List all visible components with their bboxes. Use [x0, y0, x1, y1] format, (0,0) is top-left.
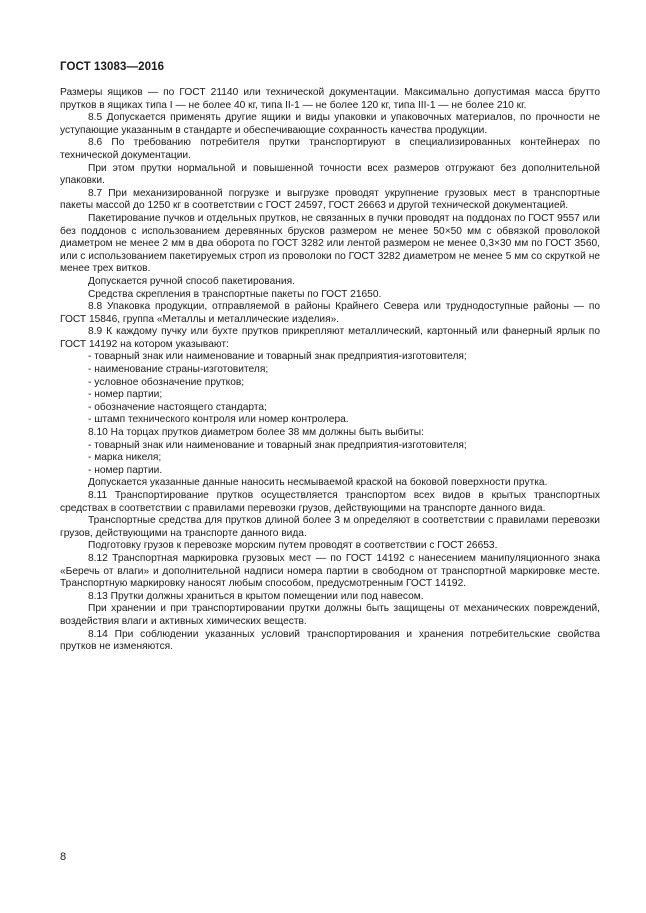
- paragraph: При этом прутки нормальной и повышенной точности всех размеров отгружают без дополнительной упаковки.: [60, 162, 600, 187]
- paragraph: 8.5 Допускается применять другие ящики и виды упаковки и упаковочных материалов, по прочности не уступающие указанным в стандарте и обеспечивающие сохранность качества продукции.: [60, 112, 600, 136]
- paragraph: Транспортные средства для прутков длиной более 3 м определяют в соответствии с правилами перевозки грузов, действующими на транспорте данного вида.: [60, 515, 600, 539]
- paragraph: - товарный знак или наименование и товарный знак предприятия-изготовителя;: [88, 351, 467, 363]
- paragraph: Подготовку грузов к перевозке морским путем проводят в соответствии с ГОСТ 26653.: [88, 540, 498, 552]
- paragraph: При хранении и при транспортировании прутки должны быть защищены от механических повреждений, воздействия влаги и активных химических веществ.: [60, 603, 600, 627]
- paragraph: Допускается ручной способ пакетирования.: [88, 275, 295, 287]
- paragraph: Размеры ящиков — по ГОСТ 21140 или технической документации. Максимально допустимая масса брутто прутков в ящиках типа I — не более 40 кг, типа II-1 — не более 120 кг, типа III-1 — не более 210 кг.: [60, 87, 600, 111]
- paragraph: - наименование страны-изготовителя;: [88, 364, 269, 376]
- paragraph: Средства скрепления в транспортные пакеты по ГОСТ 21650.: [88, 288, 382, 300]
- paragraph: 8.10 На торцах прутков диаметром более 38 мм должны быть выбиты:: [88, 427, 424, 439]
- paragraph: - условное обозначение прутков;: [88, 376, 245, 388]
- paragraph: Пакетирование пучков и отдельных прутков, не связанных в пучки проводят на поддонах по ГОСТ 9557 или без поддонов с использованием деревянных брусков размером не менее 50×50 мм с обвязкой проволокой диаметром не менее 2 мм в два оборота по ГОСТ 3282 или лентой размером не менее 0,3×30 мм по ГОСТ 3560, или с использованием пакетируемых строп из проволоки по ГОСТ 3282 диаметром не менее 5 мм со скруткой не менее трех витков.: [60, 212, 600, 275]
- paragraph: - товарный знак или наименование и товарный знак предприятия-изготовителя;: [88, 439, 467, 451]
- paragraph: - номер партии.: [88, 464, 163, 476]
- paragraph: - марка никеля;: [88, 452, 162, 464]
- paragraph: 8.12 Транспортная маркировка грузовых мест — по ГОСТ 14192 с нанесением манипуляционного знака «Беречь от влаги» и дополнительной надписи номера партии в свободном от транспортной маркировке месте. Транспортную маркировку наносят любым способом, предусмотренным ГОСТ 14192.: [60, 552, 600, 590]
- document-body: [60, 87, 600, 654]
- page-number: 8: [60, 851, 67, 863]
- paragraph: - штамп технического контроля или номер контролера.: [88, 414, 349, 426]
- document-header: ГОСТ 13083—2016: [60, 61, 165, 73]
- paragraph: 8.6 По требованию потребителя прутки транспортируют в специализированных контейнерах по технической документации.: [60, 137, 600, 161]
- paragraph: 8.8 Упаковка продукции, отправляемой в районы Крайнего Севера или труднодоступные районы — по ГОСТ 15846, группа «Металлы и металлические изделия».: [60, 301, 600, 325]
- paragraph: 8.7 При механизированной погрузке и выгрузке проводят укрупнение грузовых мест в транспортные пакеты массой до 1250 кг в соответствии с ГОСТ 24597, ГОСТ 26663 и другой технической документацией.: [60, 187, 600, 212]
- paragraph: 8.14 При соблюдении указанных условий транспортирования и хранения потребительские свойства прутков не изменяются.: [60, 628, 600, 653]
- paragraph: 8.11 Транспортирование прутков осуществляется транспортом всех видов в крытых транспортных средствах в соответствии с правилами перевозки грузов, действующими на транспорте данного вида.: [60, 490, 600, 514]
- paragraph: - номер партии;: [88, 389, 163, 401]
- paragraph: - обозначение настоящего стандарта;: [88, 401, 267, 413]
- paragraph: 8.13 Прутки должны храниться в крытом помещении или под навесом.: [88, 590, 424, 602]
- paragraph: Допускается указанные данные наносить несмываемой краской на боковой поверхности прутка.: [88, 477, 548, 489]
- paragraph: 8.9 К каждому пучку или бухте прутков прикрепляют металлический, картонный или фанерный ярлык по ГОСТ 14192 на котором указывают:: [60, 326, 600, 350]
- document-page: [60, 0, 600, 913]
